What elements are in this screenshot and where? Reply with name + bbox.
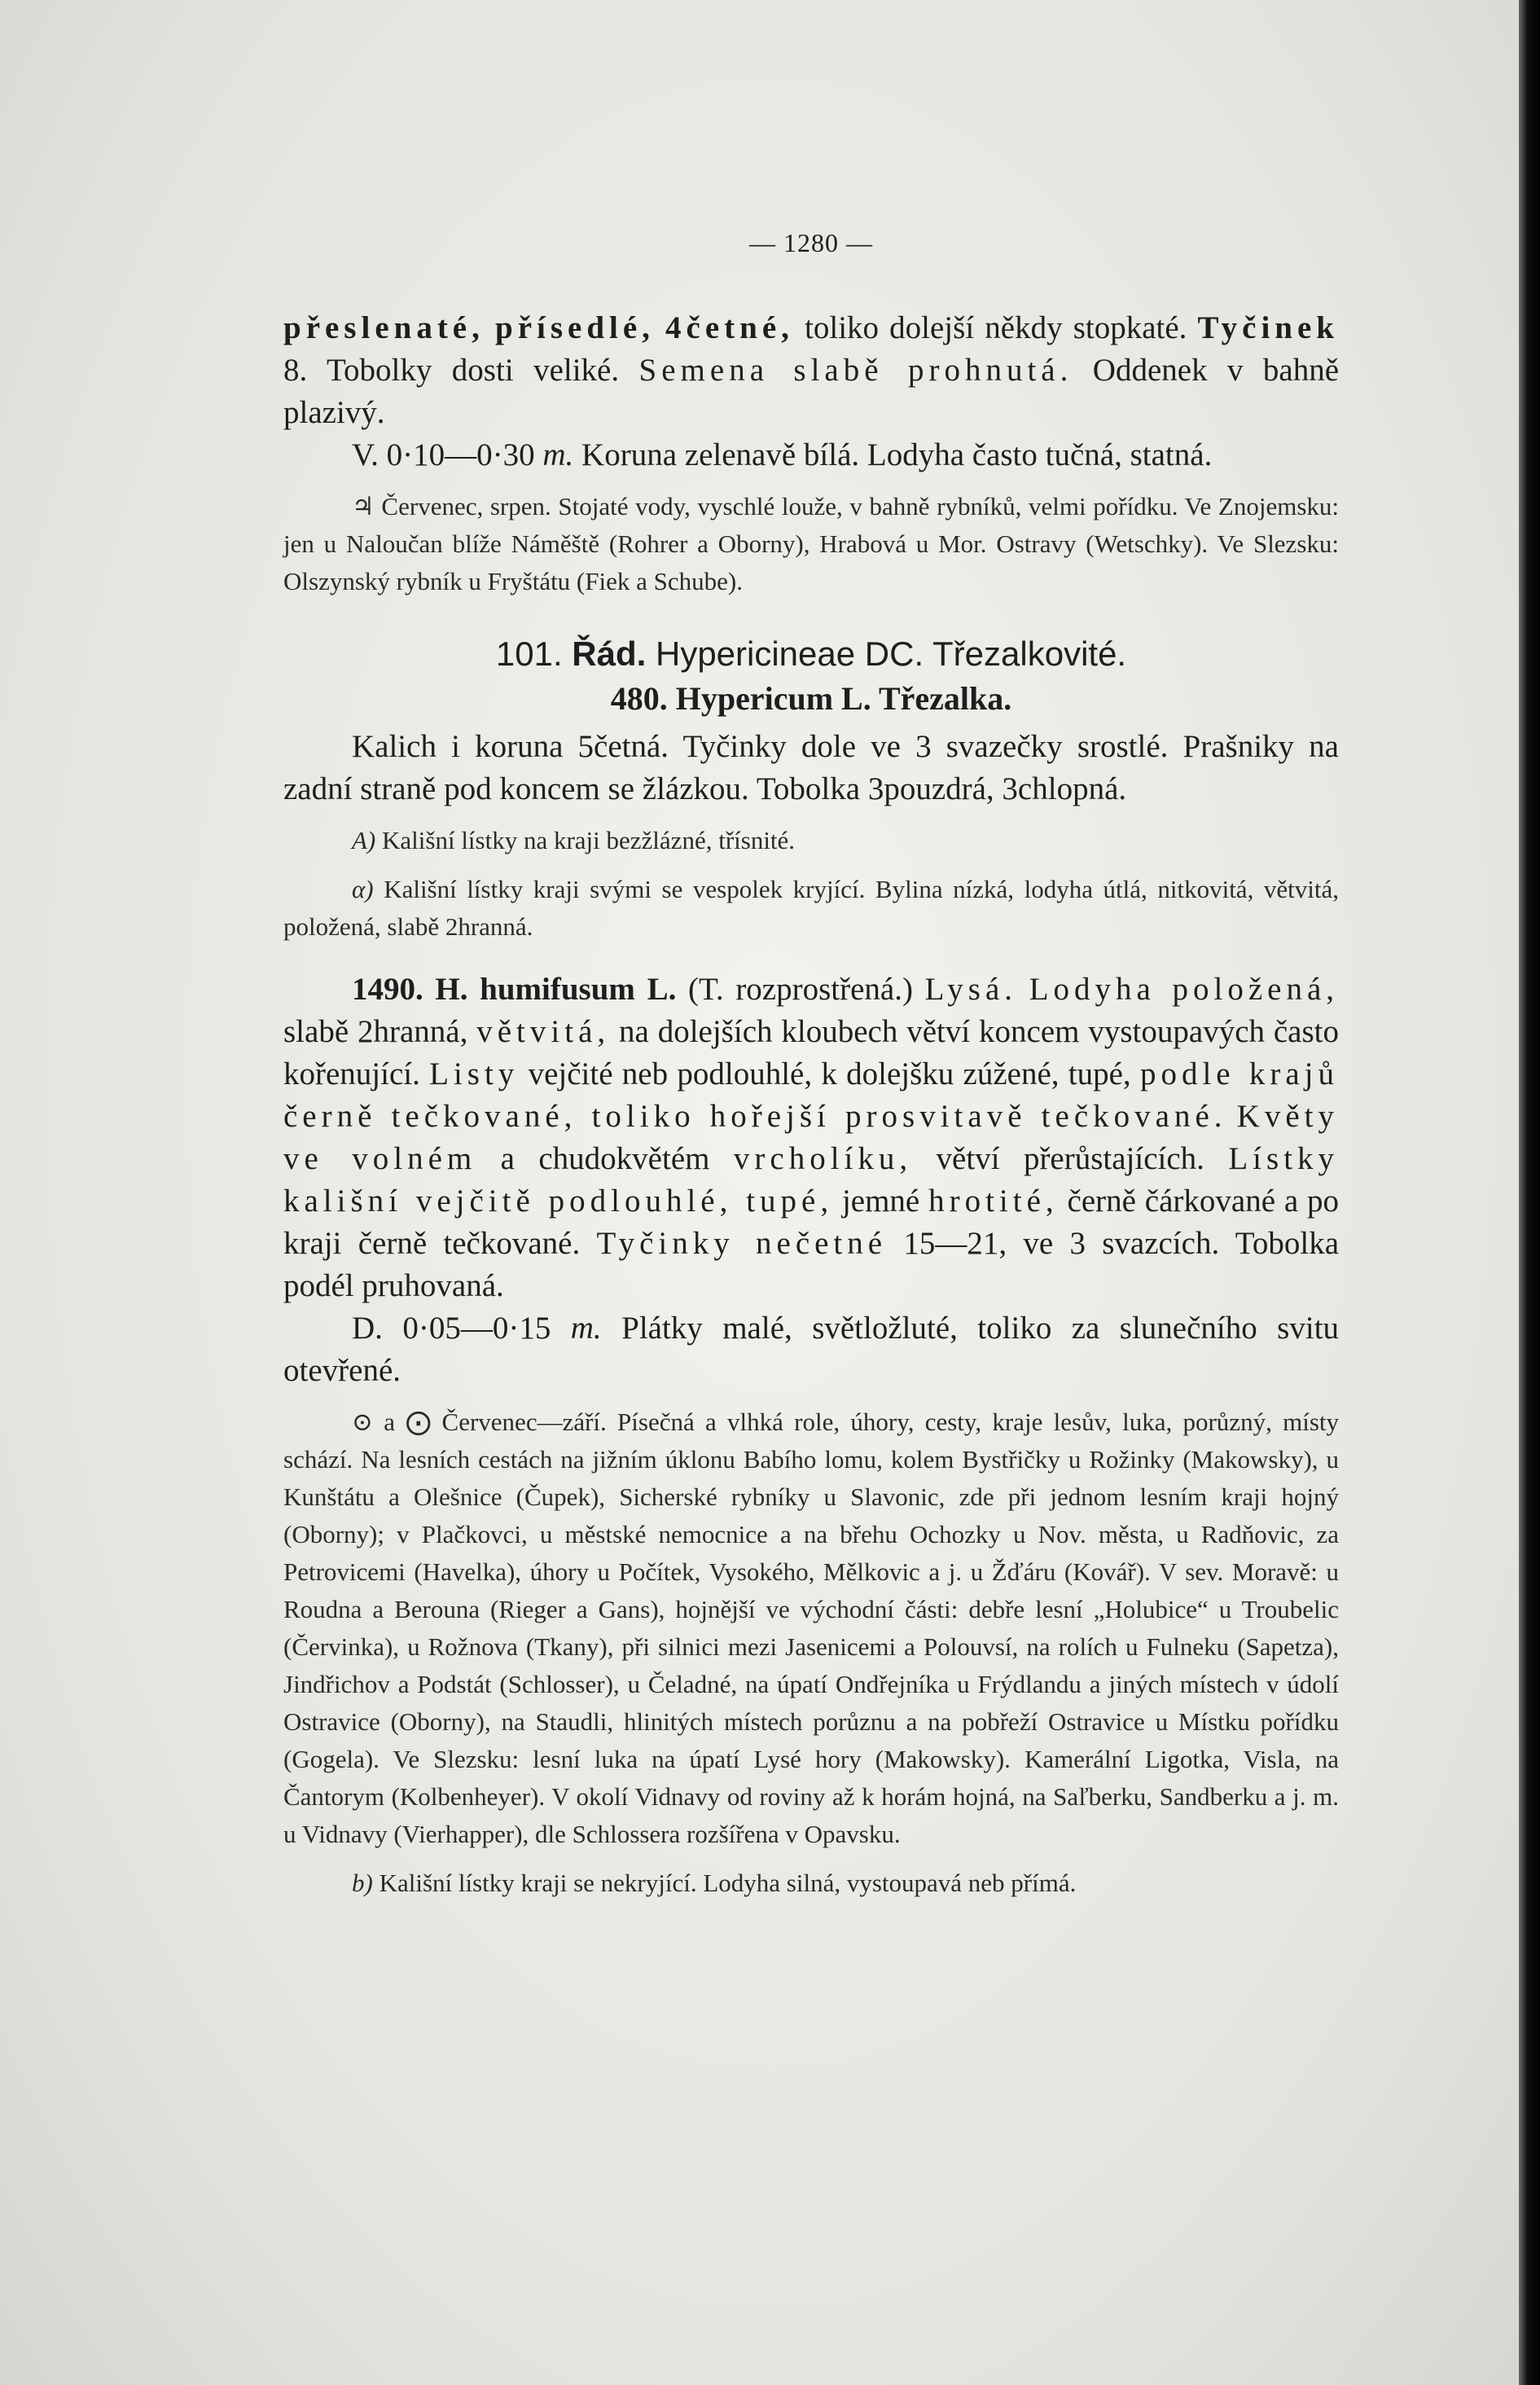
genus-name: Hypericum L. Třezalka. [675, 680, 1012, 717]
species-name: humifusum L. [480, 972, 677, 1007]
page-text [283, 228, 1339, 1902]
species-common-name: (T. rozprostřená.) [688, 972, 913, 1007]
species-spaced-2: Lodyha položená, [1029, 972, 1340, 1007]
key-b-label: b) [352, 1869, 373, 1897]
key-alpha-label: α) [352, 875, 374, 903]
intro-text-2: 8. Tobolky dosti veliké. [283, 353, 620, 388]
species-spaced-9: hrotité, [928, 1184, 1059, 1219]
intro-emph-2: přísedlé, [495, 310, 655, 345]
species-text-7: černě čárkované a po kraji černě tečkované. [283, 1184, 1340, 1261]
key-b-text: Kališní lístky kraji se nekryjící. Lodyha silná, vystoupavá neb přímá. [379, 1869, 1077, 1897]
species-text-2: na dolejších kloubech větví koncem vystoupavých často kořenující. [283, 1014, 1340, 1091]
species-number: 1490. H. [352, 972, 468, 1007]
genus-number: 480. [610, 680, 668, 717]
species-text-5: větví přerůstajících. [936, 1141, 1204, 1176]
distribution-paragraph-2: ⊙ a ⨀ Červenec—září. Písečná a vlhká role, úhory, cesty, kraje lesův, luka, porůzný, místy schází. Na lesních cestách na jižním úklonu Babího lomu, kolem Bystřičky u Rožinky (Makowsky), u Kunštátu a Olešnice (Čupek), Sicherské rybníky u Slavonic, zde při jednom lesním kraji hojný (Oborny); v Plačkovci, u městské nemocnice a na břehu Ochozky u Nov. města, u Radňovic, za Petrovicemi (Havelka), úhory u Počítek, Vysokého, Mělkovic a j. u Žďáru (Kovář). V sev. Moravě: u Roudna a Berouna (Rieger a Gans), hojnější ve východní části: debře lesní „Holubice“ u Troubelic (Červinka), u Rožnova (Tkany), při silnici mezi Jasenicemi a Polouvsí, na rolích u Fulneku (Sapetza), Jindřichov a Podstát (Schlosser), u Čeladné, na úpatí Ondřejníka u Frýdlandu a jiných místech v údolí Ostravice (Oborny), na Staudli, hlinitých místech porůznu a na pobřeží Ostravice u Místku pořídku (Gogela). Ve Slezsku: lesní luka na úpatí Lysé hory (Makowsky). Kamerální Ligotka, Visla, na Čantorym (Kolbenheyer). V okolí Vidnavy od roviny až k horám hojná, na Saľberku, Sandberku a j. m. u Vidnavy (Vierhapper), dle Schlossera rozšířena v Opavsku. [283, 1408, 1339, 1848]
key-a [283, 822, 1339, 859]
order-number: 101. [495, 635, 563, 673]
species-spaced-8: Lístky kališní vejčitě podlouhlé, tupé, [283, 1141, 1340, 1219]
size-range: V. 0·10—0·30 [352, 437, 535, 472]
key-alpha [283, 871, 1339, 946]
intro-paragraph [283, 307, 1339, 434]
scan-edge [1519, 0, 1540, 2385]
species-size-range: D. 0·05—0·15 [352, 1311, 551, 1346]
size-text: Koruna zelenavě bílá. Lodyha často tučná, statná. [581, 437, 1213, 472]
order-rad: Řád. [572, 635, 647, 673]
key-a-text: Kališní lístky na kraji bezžlázné, třísnité. [382, 826, 796, 854]
intro-emph-5: Semena slabě prohnutá. [638, 353, 1073, 388]
species-size-unit: m. [570, 1311, 602, 1346]
species-spaced-6: Květy ve volném [283, 1099, 1339, 1176]
species-paragraph [283, 968, 1339, 1307]
species-text-4: a chudokvětém [500, 1141, 710, 1176]
size-paragraph [283, 434, 1339, 477]
species-text-6: jemné [841, 1184, 920, 1219]
order-heading [283, 631, 1339, 677]
key-alpha-text: Kališní lístky kraji svými se vespolek kryjící. Bylina nízká, lodyha útlá, nitkovitá, větvitá, položená, slabě 2hranná. [283, 875, 1339, 941]
page-number: — 1280 — [749, 228, 873, 257]
intro-emph-3: 4četné, [665, 310, 794, 345]
species-text-3: vejčité neb podlouhlé, k dolejšku zúžené, tupé, [528, 1056, 1131, 1091]
species-spaced-1: Lysá. [924, 972, 1018, 1007]
size-unit: m. [542, 437, 574, 472]
order-name: Hypericineae DC. Třezalkovité. [655, 635, 1127, 673]
intro-emph-4: Tyčinek [1197, 310, 1340, 345]
species-size-paragraph [283, 1307, 1339, 1392]
key-b [283, 1865, 1339, 1902]
species-spaced-7: vrcholíku, [733, 1141, 913, 1176]
intro-text-3: Oddenek v bahně plazivý. [283, 353, 1340, 430]
intro-text-1: toliko dolejší někdy stopkaté. [805, 310, 1187, 345]
species-spaced-4: Listy [429, 1056, 520, 1091]
distribution-paragraph-1: ♃ Červenec, srpen. Stojaté vody, vyschlé louže, v bahně rybníků, velmi pořídku. Ve Znojemsku: jen u Naloučan blíže Náměště (Rohrer a Oborny), Hrabová u Mor. Ostravy (Wetschky). Ve Slezsku: Olszynský rybník u Fryštátu (Fiek a Schube). [283, 492, 1339, 595]
species-text-8: 15—21, ve 3 svazcích. Tobolka podél pruhovaná. [283, 1226, 1340, 1303]
genus-description: Kalich i koruna 5četná. Tyčinky dole ve 3 svazečky srostlé. Prašniky na zadní straně pod koncem se žlázkou. Tobolka 3pouzdrá, 3chlopná. [283, 729, 1339, 806]
species-spaced-3: větvitá, [476, 1014, 611, 1049]
species-size-text: Plátky malé, světložluté, toliko za slunečního svitu otevřené. [283, 1311, 1340, 1388]
genus-heading [283, 677, 1339, 721]
key-a-label: A) [352, 826, 376, 854]
intro-emph-1: přeslenaté, [283, 310, 485, 345]
species-spaced-5: podle krajů černě tečkované, toliko hořejší prosvitavě tečkované. [283, 1056, 1339, 1134]
species-spaced-10: Tyčinky nečetné [596, 1226, 888, 1261]
species-text-1: slabě 2hranná, [283, 1014, 468, 1049]
